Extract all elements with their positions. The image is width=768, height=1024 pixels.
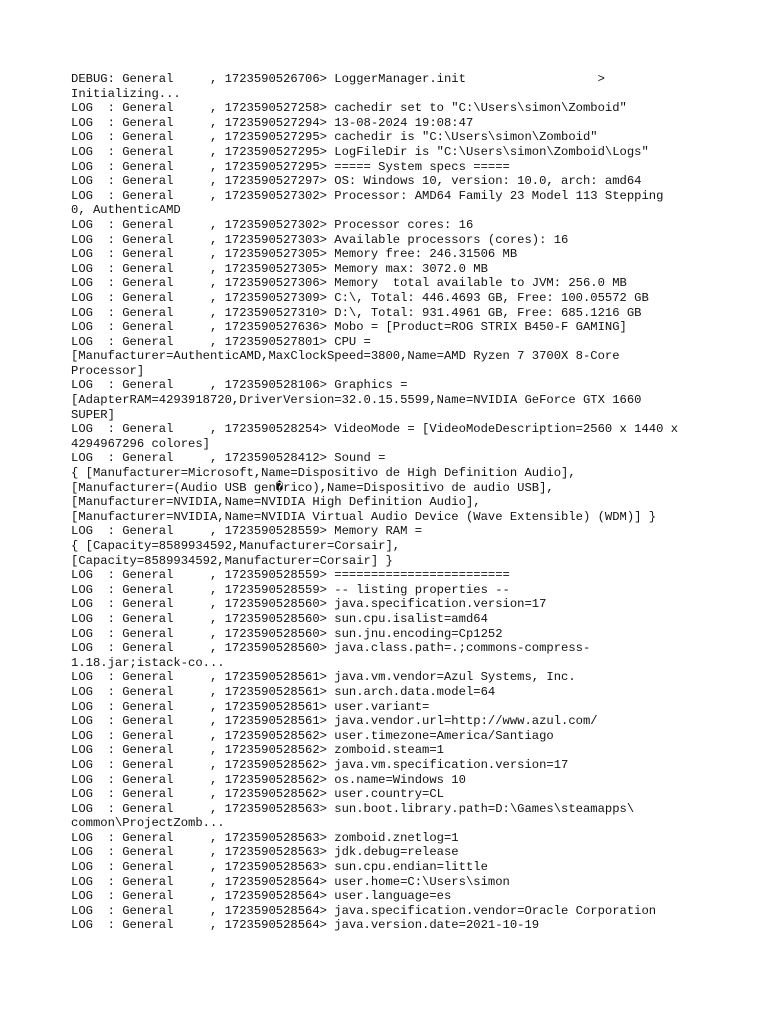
log-line: LOG : General , 1723590527801> CPU = [71,334,371,349]
log-line: LOG : General , 1723590528563> jdk.debug=release [71,845,459,860]
log-line: LOG : General , 1723590528561> user.variant= [71,699,430,714]
log-line: LOG : General , 1723590527305> Memory free: 246.31506 MB [71,247,518,262]
log-line: 4294967296 colores] [71,436,210,451]
log-line: LOG : General , 1723590528559> -- listing properties -- [71,582,510,597]
log-line: LOG : General , 1723590528254> VideoMode = [VideoModeDescription=2560 x 1440 x [71,422,679,437]
log-line: DEBUG: General , 1723590526706> LoggerManager.init > [71,72,605,86]
log-line: LOG : General , 1723590528562> user.timezone=America/Santiago [71,728,554,743]
log-line: Initializing... [71,86,181,101]
log-line: LOG : General , 1723590528564> java.version.date=2021-10-19 [71,918,540,933]
log-line: LOG : General , 1723590528560> java.specification.version=17 [71,597,547,612]
log-line: LOG : General , 1723590527302> Processor: AMD64 Family 23 Model 113 Stepping [71,188,664,203]
log-line: LOG : General , 1723590528560> sun.jnu.encoding=Cp1252 [71,626,503,641]
log-line: LOG : General , 1723590527258> cachedir set to "C:\Users\simon\Zomboid" [71,101,627,116]
log-line: Processor] [71,363,145,378]
log-line: LOG : General , 1723590528106> Graphics = [71,378,408,393]
log-line: LOG : General , 1723590528559> Memory RAM = [71,524,423,539]
log-line: [Manufacturer=NVIDIA,Name=NVIDIA High Definition Audio], [71,495,481,510]
log-line: SUPER] [71,407,115,422]
log-text-page [71,72,711,933]
log-line: LOG : General , 1723590528562> os.name=Windows 10 [71,772,466,787]
log-line: LOG : General , 1723590527303> Available processors (cores): 16 [71,232,569,247]
log-line: LOG : General , 1723590528562> java.vm.specification.version=17 [71,757,569,772]
log-line: LOG : General , 1723590527295> LogFileDir is "C:\Users\simon\Zomboid\Logs" [71,144,649,159]
log-line: LOG : General , 1723590527294> 13-08-2024 19:08:47 [71,115,474,130]
log-line: LOG : General , 1723590527297> OS: Windows 10, version: 10.0, arch: amd64 [71,174,642,189]
log-line: [Manufacturer=NVIDIA,Name=NVIDIA Virtual Audio Device (Wave Extensible) (WDM)] } [71,509,657,524]
log-line: LOG : General , 1723590528412> Sound = [71,451,386,466]
log-line: [Manufacturer=(Audio USB gen�rico),Name=Dispositivo de audio USB], [71,480,554,495]
log-line: LOG : General , 1723590528559> ======================== [71,568,510,583]
log-line: LOG : General , 1723590528563> sun.cpu.endian=little [71,860,488,875]
log-line: common\ProjectZomb... [71,816,225,831]
log-line: LOG : General , 1723590527636> Mobo = [Product=ROG STRIX B450-F GAMING] [71,320,627,335]
log-line: 0, AuthenticAMD [71,203,181,218]
log-line: LOG : General , 1723590528560> sun.cpu.isalist=amd64 [71,611,488,626]
log-line: LOG : General , 1723590527309> C:\, Total: 446.4693 GB, Free: 100.05572 GB [71,290,649,305]
log-line: LOG : General , 1723590527295> ===== System specs ===== [71,159,510,174]
log-line: LOG : General , 1723590527302> Processor cores: 16 [71,217,474,232]
log-line: LOG : General , 1723590527305> Memory max: 3072.0 MB [71,261,488,276]
log-line: { [Manufacturer=Microsoft,Name=Dispositivo de High Definition Audio], [71,466,576,481]
log-line: [Capacity=8589934592,Manufacturer=Corsair] } [71,553,393,568]
log-line: LOG : General , 1723590528563> zomboid.znetlog=1 [71,830,459,845]
log-line: LOG : General , 1723590527310> D:\, Total: 931.4961 GB, Free: 685.1216 GB [71,305,642,320]
log-line: LOG : General , 1723590528561> java.vm.vendor=Azul Systems, Inc. [71,670,576,685]
log-line: [Manufacturer=AuthenticAMD,MaxClockSpeed=3800,Name=AMD Ryzen 7 3700X 8-Core [71,349,620,364]
log-line: LOG : General , 1723590528564> java.specification.vendor=Oracle Corporation [71,903,657,918]
log-line: LOG : General , 1723590528561> java.vendor.url=http://www.azul.com/ [71,714,598,729]
log-line: LOG : General , 1723590528560> java.class.path=.;commons-compress- [71,641,591,656]
log-line: LOG : General , 1723590528564> user.home=C:\Users\simon [71,874,510,889]
log-line: { [Capacity=8589934592,Manufacturer=Corsair], [71,539,401,553]
log-line: LOG : General , 1723590528562> zomboid.steam=1 [71,743,444,758]
log-line: LOG : General , 1723590528563> sun.boot.library.path=D:\Games\steamapps\ [71,801,635,816]
log-line: 1.18.jar;istack-co... [71,655,225,670]
log-line: [AdapterRAM=4293918720,DriverVersion=32.0.15.5599,Name=NVIDIA GeForce GTX 1660 [71,393,642,408]
log-line: LOG : General , 1723590527295> cachedir is "C:\Users\simon\Zomboid" [71,130,598,145]
log-line: LOG : General , 1723590528561> sun.arch.data.model=64 [71,684,496,699]
log-line: LOG : General , 1723590528564> user.language=es [71,889,452,904]
log-line: LOG : General , 1723590528562> user.country=CL [71,787,444,802]
log-line: LOG : General , 1723590527306> Memory total available to JVM: 256.0 MB [71,276,627,291]
